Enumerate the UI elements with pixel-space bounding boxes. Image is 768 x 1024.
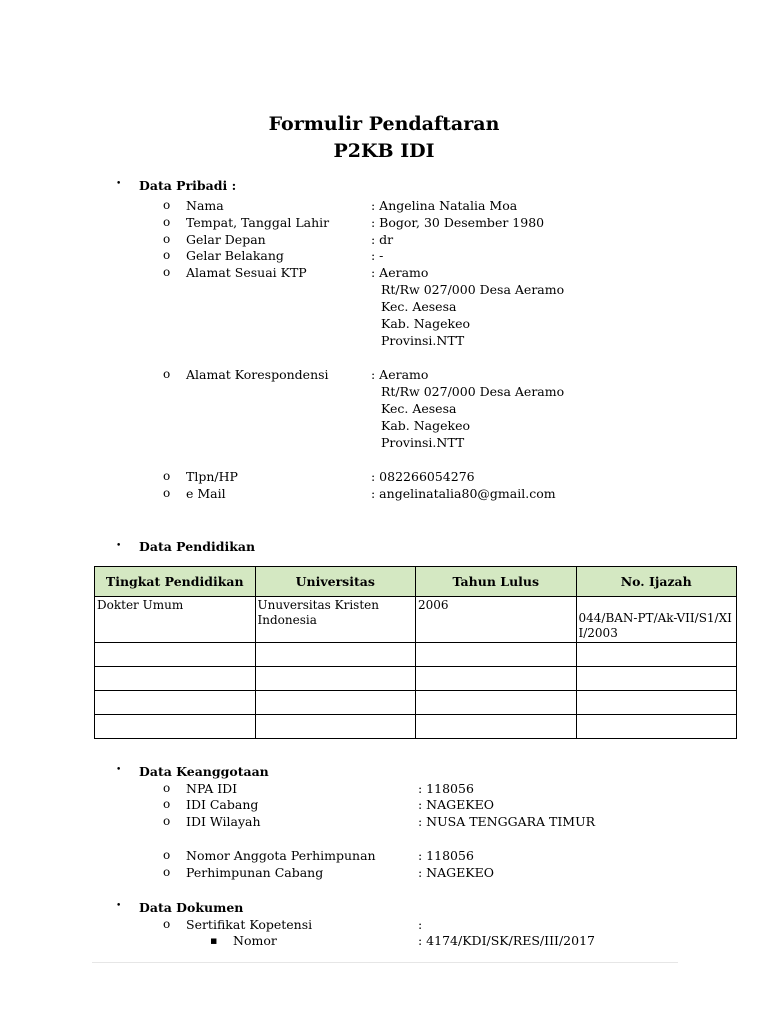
table-row <box>95 643 737 667</box>
circle-bullet-icon: o <box>163 265 171 279</box>
field-value-gelar-depan: : dr <box>371 232 394 247</box>
cell-tingkat: Dokter Umum <box>95 597 256 643</box>
section-heading-pribadi: Data Pribadi : <box>139 178 237 193</box>
field-label-npa: NPA IDI <box>186 781 238 796</box>
field-value-perhimpunan-cabang: : NAGEKEO <box>418 865 494 880</box>
field-label-nomor-anggota: Nomor Anggota Perhimpunan <box>186 848 376 863</box>
column-header: Tahun Lulus <box>416 567 577 597</box>
empty-cell <box>255 643 416 667</box>
empty-cell <box>576 643 737 667</box>
section-heading-pendidikan: Data Pendidikan <box>139 539 256 554</box>
empty-cell <box>255 667 416 691</box>
address-line: Kab. Nagekeo <box>381 316 471 331</box>
field-value-email: : angelinatalia80@gmail.com <box>371 486 556 501</box>
field-value-nama: : Angelina Natalia Moa <box>371 198 518 213</box>
field-label-alamat-ktp: Alamat Sesuai KTP <box>186 265 307 280</box>
circle-bullet-icon: o <box>163 797 171 811</box>
address-line: Rt/Rw 027/000 Desa Aeramo <box>381 384 565 399</box>
field-value-nomor-anggota: : 118056 <box>418 848 474 863</box>
field-label-nama: Nama <box>186 198 224 213</box>
field-label-gelar-belakang: Gelar Belakang <box>186 248 284 263</box>
circle-bullet-icon: o <box>163 367 171 381</box>
field-label-ttl: Tempat, Tanggal Lahir <box>186 215 330 230</box>
empty-cell <box>95 643 256 667</box>
field-value-gelar-belakang: : - <box>371 248 384 263</box>
address-line: Kec. Aesesa <box>381 299 457 314</box>
education-table <box>94 566 737 739</box>
circle-bullet-icon: o <box>163 917 171 931</box>
empty-cell <box>416 691 577 715</box>
empty-cell <box>255 715 416 739</box>
empty-cell <box>95 667 256 691</box>
table-header-row <box>95 567 737 597</box>
bullet-icon: • <box>116 765 122 775</box>
field-value-sertifikat: : <box>418 917 423 932</box>
form-title: Formulir Pendaftaran <box>268 113 500 135</box>
bullet-icon: • <box>116 179 122 189</box>
circle-bullet-icon: o <box>163 469 171 483</box>
address-line: Provinsi.NTT <box>381 333 465 348</box>
circle-bullet-icon: o <box>163 865 171 879</box>
page-divider <box>92 962 678 963</box>
circle-bullet-icon: o <box>163 848 171 862</box>
field-label-gelar-depan: Gelar Depan <box>186 232 266 247</box>
square-bullet-icon: ▪ <box>210 934 218 947</box>
circle-bullet-icon: o <box>163 248 171 262</box>
empty-cell <box>95 691 256 715</box>
field-label-idi-wilayah: IDI Wilayah <box>186 814 261 829</box>
table-row <box>95 715 737 739</box>
address-line: Provinsi.NTT <box>381 435 465 450</box>
circle-bullet-icon: o <box>163 781 171 795</box>
table-row <box>95 667 737 691</box>
field-label-email: e Mail <box>186 486 226 501</box>
empty-cell <box>416 643 577 667</box>
field-label-nomor: Nomor <box>233 933 277 948</box>
circle-bullet-icon: o <box>163 486 171 500</box>
table-row <box>95 597 737 643</box>
empty-cell <box>255 691 416 715</box>
table-row <box>95 691 737 715</box>
cell-ijazah: 044/BAN-PT/Ak-VII/S1/XII/2003 <box>576 597 737 643</box>
field-value-ttl: : Bogor, 30 Desember 1980 <box>371 215 545 230</box>
field-label-tlpn: Tlpn/HP <box>186 469 238 484</box>
bullet-icon: • <box>116 901 122 911</box>
address-line: Rt/Rw 027/000 Desa Aeramo <box>381 282 565 297</box>
empty-cell <box>576 715 737 739</box>
empty-cell <box>416 667 577 691</box>
form-subtitle: P2KB IDI <box>333 140 435 162</box>
empty-cell <box>576 667 737 691</box>
circle-bullet-icon: o <box>163 215 171 229</box>
field-value-idi-wilayah: : NUSA TENGGARA TIMUR <box>418 814 596 829</box>
field-label-sertifikat: Sertifikat Kopetensi <box>186 917 313 932</box>
field-value-idi-cabang: : NAGEKEO <box>418 797 494 812</box>
address-line: Kab. Nagekeo <box>381 418 471 433</box>
field-value-tlpn: : 082266054276 <box>371 469 475 484</box>
cell-tahun: 2006 <box>416 597 577 643</box>
field-value-nomor: : 4174/KDI/SK/RES/III/2017 <box>418 933 595 948</box>
field-value-npa: : 118056 <box>418 781 474 796</box>
empty-cell <box>416 715 577 739</box>
bullet-icon: • <box>116 541 122 551</box>
column-header: Universitas <box>255 567 416 597</box>
field-label-alamat-koresp: Alamat Korespondensi <box>186 367 329 382</box>
field-value-alamat-ktp: : Aeramo <box>371 265 429 280</box>
section-heading-keanggotaan: Data Keanggotaan <box>139 764 269 779</box>
circle-bullet-icon: o <box>163 232 171 246</box>
column-header: No. Ijazah <box>576 567 737 597</box>
cell-universitas: Unuversitas Kristen Indonesia <box>255 597 416 643</box>
field-value-alamat-koresp: : Aeramo <box>371 367 429 382</box>
section-heading-dokumen: Data Dokumen <box>139 900 244 915</box>
empty-cell <box>95 715 256 739</box>
empty-cell <box>576 691 737 715</box>
field-label-perhimpunan-cabang: Perhimpunan Cabang <box>186 865 324 880</box>
circle-bullet-icon: o <box>163 198 171 212</box>
column-header: Tingkat Pendidikan <box>95 567 256 597</box>
address-line: Kec. Aesesa <box>381 401 457 416</box>
circle-bullet-icon: o <box>163 814 171 828</box>
field-label-idi-cabang: IDI Cabang <box>186 797 259 812</box>
